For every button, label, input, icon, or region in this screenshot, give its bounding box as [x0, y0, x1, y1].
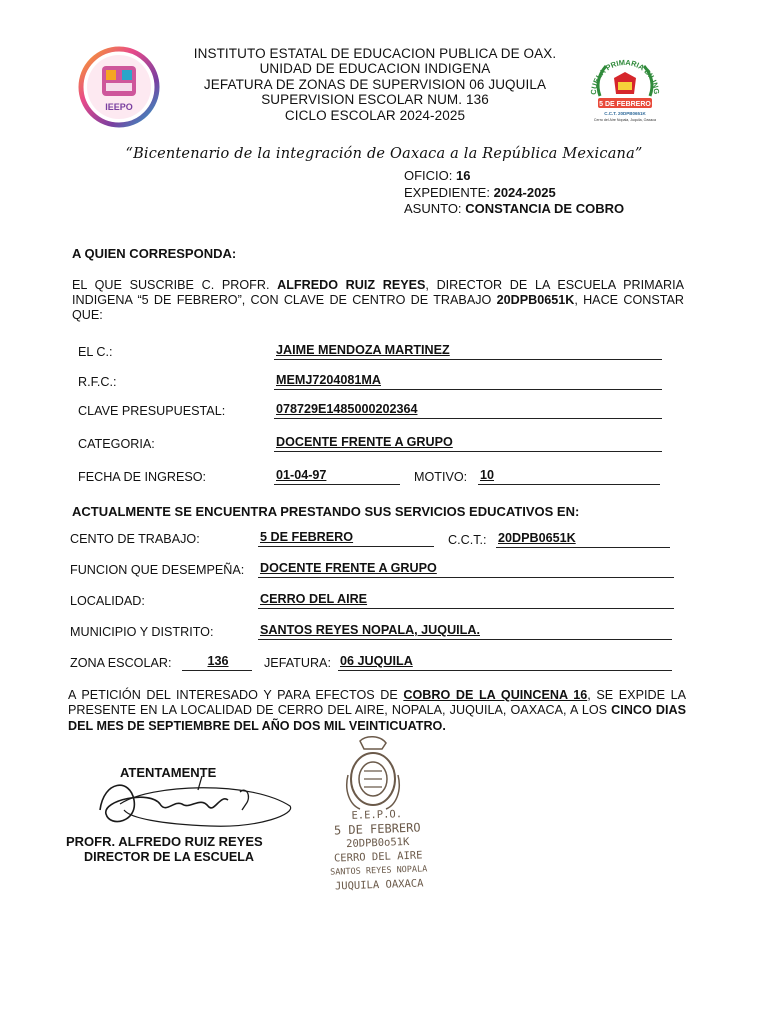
- stamp-line-5: SANTOS REYES NOPALA: [329, 864, 428, 878]
- funcion-value: DOCENTE FRENTE A GRUPO: [258, 561, 674, 578]
- stamp-text: [317, 806, 440, 894]
- header-line-1: INSTITUTO ESTATAL DE EDUCACION PUBLICA DE OAX.: [193, 46, 557, 61]
- municipio-value: SANTOS REYES NOPALA, JUQUILA.: [258, 623, 672, 640]
- localidad-value: CERRO DEL AIRE: [258, 592, 674, 609]
- municipio-label: MUNICIPIO Y DISTRITO:: [70, 625, 214, 639]
- expediente-label: EXPEDIENTE:: [404, 184, 490, 200]
- services-section-title: ACTUALMENTE SE ENCUENTRA PRESTANDO SUS SERVICIOS EDUCATIVOS EN:: [72, 504, 580, 519]
- issue-date: CINCO DIAS DEL MES DE SEPTIEMBRE DEL AÑO DOS MIL VEINTICUATRO.: [68, 703, 686, 733]
- atentamente: ATENTAMENTE: [120, 765, 217, 780]
- institution-header: [170, 46, 580, 123]
- signer-name: PROFR. ALFREDO RUIZ REYES: [66, 834, 263, 849]
- categoria-label: CATEGORIA:: [78, 437, 155, 451]
- school-emblem-logo: [584, 50, 666, 132]
- clave-value: 078729E1485000202364: [274, 402, 662, 419]
- emblem-ring-text: CUELA PRIMARIA BILING: [588, 57, 662, 95]
- zona-escolar-label: ZONA ESCOLAR:: [70, 656, 172, 670]
- stamp-line-6: JUQUILA OAXACA: [334, 877, 424, 893]
- motivo-label: MOTIVO:: [414, 470, 468, 484]
- intro-paragraph: EL QUE SUSCRIBE C. PROFR. ALFREDO RUIZ REYES, DIRECTOR DE LA ESCUELA PRIMARIA INDIGENA “5 DE FEBRERO”, CON CLAVE DE CENTRO DE TRABAJO 20DPB0651K, HACE CONSTAR QUE:: [72, 278, 684, 322]
- cct-label: C.C.T.:: [448, 533, 487, 547]
- asunto-label: ASUNTO:: [404, 201, 462, 216]
- emblem-banner-text: 5 DE FEBRERO: [599, 101, 651, 108]
- stamp-line-1: E.E.P.O.: [351, 808, 403, 822]
- cct-value: 20DPB0651K: [496, 531, 670, 548]
- localidad-label: LOCALIDAD:: [70, 594, 145, 608]
- expediente-value: 2024-2025: [493, 184, 556, 200]
- fecha-ingreso-label: FECHA DE INGRESO:: [78, 470, 207, 484]
- stamp-line-4: CERRO DEL AIRE: [333, 849, 423, 865]
- motto: “Bicentenario de la integración de Oaxaca a la República Mexicana”: [125, 146, 643, 162]
- motivo-value: 10: [478, 468, 660, 485]
- name-value: JAIME MENDOZA MARTINEZ: [274, 343, 662, 360]
- header-line-5: CICLO ESCOLAR 2024-2025: [284, 107, 466, 123]
- zona-escolar-value: 136: [182, 654, 252, 671]
- rfc-label: R.F.C.:: [78, 375, 117, 389]
- centro-trabajo-value: 5 DE FEBRERO: [258, 530, 434, 547]
- stamp-line-2: 5 DE FEBRERO: [333, 820, 421, 838]
- funcion-label: FUNCION QUE DESEMPEÑA:: [70, 563, 245, 577]
- clave-label: CLAVE PRESUPUESTAL:: [78, 404, 226, 418]
- rfc-value: MEMJ7204081MA: [274, 373, 662, 390]
- stamp-line-3: 20DPB0o51K: [345, 835, 410, 851]
- signer-title: DIRECTOR DE LA ESCUELA: [84, 850, 255, 864]
- name-label: EL C.:: [78, 345, 113, 359]
- oficio-label: OFICIO:: [404, 168, 453, 183]
- emblem-place-text: Cerro del Aire Nopala, Juquila, Oaxaca: [593, 118, 657, 122]
- director-name: ALFREDO RUIZ REYES: [277, 278, 426, 292]
- jefatura-label: JEFATURA:: [264, 656, 331, 670]
- asunto-value: CONSTANCIA DE COBRO: [465, 201, 625, 216]
- intro-cct: 20DPB0651K: [496, 293, 575, 307]
- cobro-quincena: COBRO DE LA QUINCENA 16: [403, 688, 588, 702]
- oficio-block: [404, 168, 624, 218]
- header-line-4: SUPERVISION ESCOLAR NUM. 136: [261, 92, 489, 108]
- ieepo-logo: [78, 46, 160, 128]
- header-line-2: UNIDAD DE EDUCACION INDIGENA: [259, 61, 491, 77]
- categoria-value: DOCENTE FRENTE A GRUPO: [274, 435, 662, 452]
- fecha-ingreso-value: 01-04-97: [274, 468, 400, 485]
- header-line-3: JEFATURA DE ZONAS DE SUPERVISION 06 JUQUILA: [203, 76, 547, 92]
- jefatura-value: 06 JUQUILA: [338, 654, 672, 671]
- ieepo-logo-text: IEEPO: [105, 102, 133, 112]
- emblem-cct-text: C.C.T. 20DPB0651K: [604, 111, 646, 116]
- salutation: A QUIEN CORRESPONDA:: [72, 246, 237, 261]
- centro-trabajo-label: CENTO DE TRABAJO:: [70, 532, 200, 546]
- closing-paragraph: A PETICIÓN DEL INTERESADO Y PARA EFECTOS DE COBRO DE LA QUINCENA 16, SE EXPIDE LA PRESENTE EN LA LOCALIDAD DE CERRO DEL AIRE, NOPALA, JUQUILA, OAXACA, A LOS CINCO DIAS DEL MES DE SEPTIEMBRE DEL AÑO DOS MIL VEINTICUATRO.: [68, 688, 686, 733]
- oficio-value: 16: [456, 168, 471, 183]
